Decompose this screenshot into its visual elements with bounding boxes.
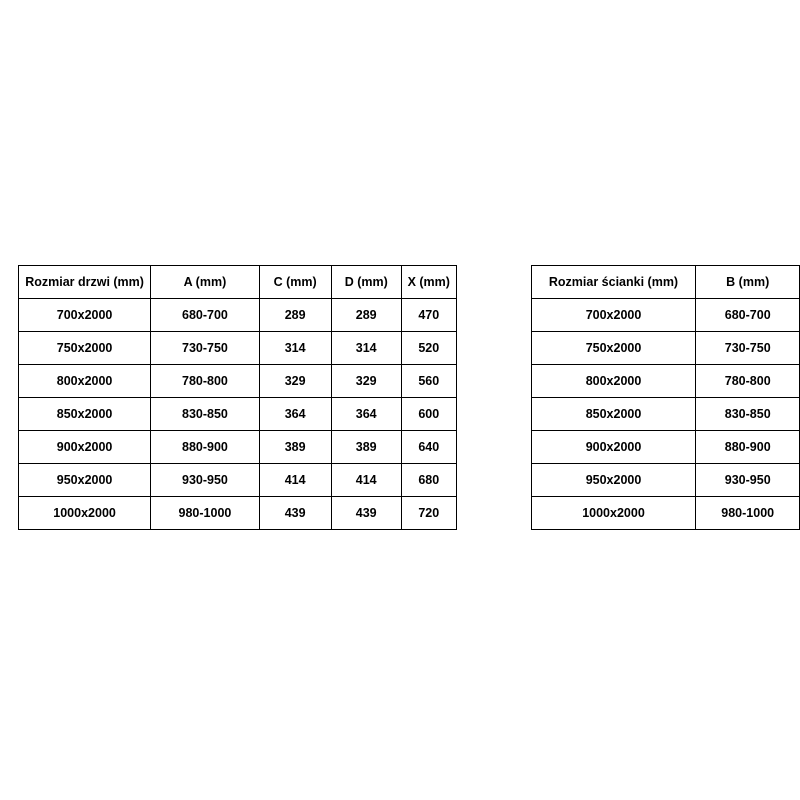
table-header-row bbox=[531, 266, 799, 299]
cell-a: 680-700 bbox=[151, 299, 260, 332]
cell-d: 389 bbox=[331, 431, 401, 464]
cell-door-size: 700x2000 bbox=[19, 299, 151, 332]
cell-a: 830-850 bbox=[151, 398, 260, 431]
cell-wall-size: 850x2000 bbox=[531, 398, 696, 431]
cell-a: 730-750 bbox=[151, 332, 260, 365]
cell-x: 520 bbox=[401, 332, 456, 365]
cell-b: 930-950 bbox=[696, 464, 800, 497]
wall-size-table-block bbox=[531, 265, 800, 530]
table-header-row bbox=[19, 266, 457, 299]
cell-b: 780-800 bbox=[696, 365, 800, 398]
cell-c: 289 bbox=[259, 299, 331, 332]
cell-d: 314 bbox=[331, 332, 401, 365]
cell-door-size: 900x2000 bbox=[19, 431, 151, 464]
table-row bbox=[19, 365, 457, 398]
table-row bbox=[531, 365, 799, 398]
cell-a: 930-950 bbox=[151, 464, 260, 497]
table-row bbox=[19, 431, 457, 464]
table-row bbox=[19, 398, 457, 431]
table-row bbox=[19, 464, 457, 497]
cell-door-size: 950x2000 bbox=[19, 464, 151, 497]
cell-d: 289 bbox=[331, 299, 401, 332]
cell-wall-size: 750x2000 bbox=[531, 332, 696, 365]
table-row bbox=[19, 299, 457, 332]
table-row bbox=[531, 398, 799, 431]
wall-size-table bbox=[531, 265, 800, 530]
cell-wall-size: 950x2000 bbox=[531, 464, 696, 497]
cell-d: 364 bbox=[331, 398, 401, 431]
cell-c: 439 bbox=[259, 497, 331, 530]
column-header-d: D (mm) bbox=[331, 266, 401, 299]
cell-b: 980-1000 bbox=[696, 497, 800, 530]
cell-b: 880-900 bbox=[696, 431, 800, 464]
cell-a: 780-800 bbox=[151, 365, 260, 398]
cell-a: 880-900 bbox=[151, 431, 260, 464]
cell-b: 830-850 bbox=[696, 398, 800, 431]
table-row bbox=[531, 431, 799, 464]
cell-a: 980-1000 bbox=[151, 497, 260, 530]
column-header-c: C (mm) bbox=[259, 266, 331, 299]
table-row bbox=[19, 497, 457, 530]
column-header-a: A (mm) bbox=[151, 266, 260, 299]
cell-b: 730-750 bbox=[696, 332, 800, 365]
cell-wall-size: 700x2000 bbox=[531, 299, 696, 332]
table-row bbox=[531, 332, 799, 365]
door-size-table bbox=[18, 265, 457, 530]
cell-x: 560 bbox=[401, 365, 456, 398]
cell-wall-size: 900x2000 bbox=[531, 431, 696, 464]
table-row bbox=[531, 464, 799, 497]
cell-c: 414 bbox=[259, 464, 331, 497]
cell-x: 600 bbox=[401, 398, 456, 431]
column-header-b: B (mm) bbox=[696, 266, 800, 299]
cell-d: 329 bbox=[331, 365, 401, 398]
cell-wall-size: 1000x2000 bbox=[531, 497, 696, 530]
column-header-door-size: Rozmiar drzwi (mm) bbox=[19, 266, 151, 299]
tables-container bbox=[0, 265, 800, 530]
column-header-x: X (mm) bbox=[401, 266, 456, 299]
cell-x: 470 bbox=[401, 299, 456, 332]
cell-c: 329 bbox=[259, 365, 331, 398]
cell-door-size: 800x2000 bbox=[19, 365, 151, 398]
cell-door-size: 1000x2000 bbox=[19, 497, 151, 530]
door-size-table-block bbox=[18, 265, 457, 530]
cell-x: 640 bbox=[401, 431, 456, 464]
cell-d: 439 bbox=[331, 497, 401, 530]
table-row bbox=[531, 497, 799, 530]
cell-b: 680-700 bbox=[696, 299, 800, 332]
cell-x: 680 bbox=[401, 464, 456, 497]
cell-x: 720 bbox=[401, 497, 456, 530]
cell-wall-size: 800x2000 bbox=[531, 365, 696, 398]
cell-d: 414 bbox=[331, 464, 401, 497]
cell-door-size: 750x2000 bbox=[19, 332, 151, 365]
cell-c: 364 bbox=[259, 398, 331, 431]
column-header-wall-size: Rozmiar ścianki (mm) bbox=[531, 266, 696, 299]
table-row bbox=[19, 332, 457, 365]
cell-door-size: 850x2000 bbox=[19, 398, 151, 431]
cell-c: 389 bbox=[259, 431, 331, 464]
cell-c: 314 bbox=[259, 332, 331, 365]
table-row bbox=[531, 299, 799, 332]
